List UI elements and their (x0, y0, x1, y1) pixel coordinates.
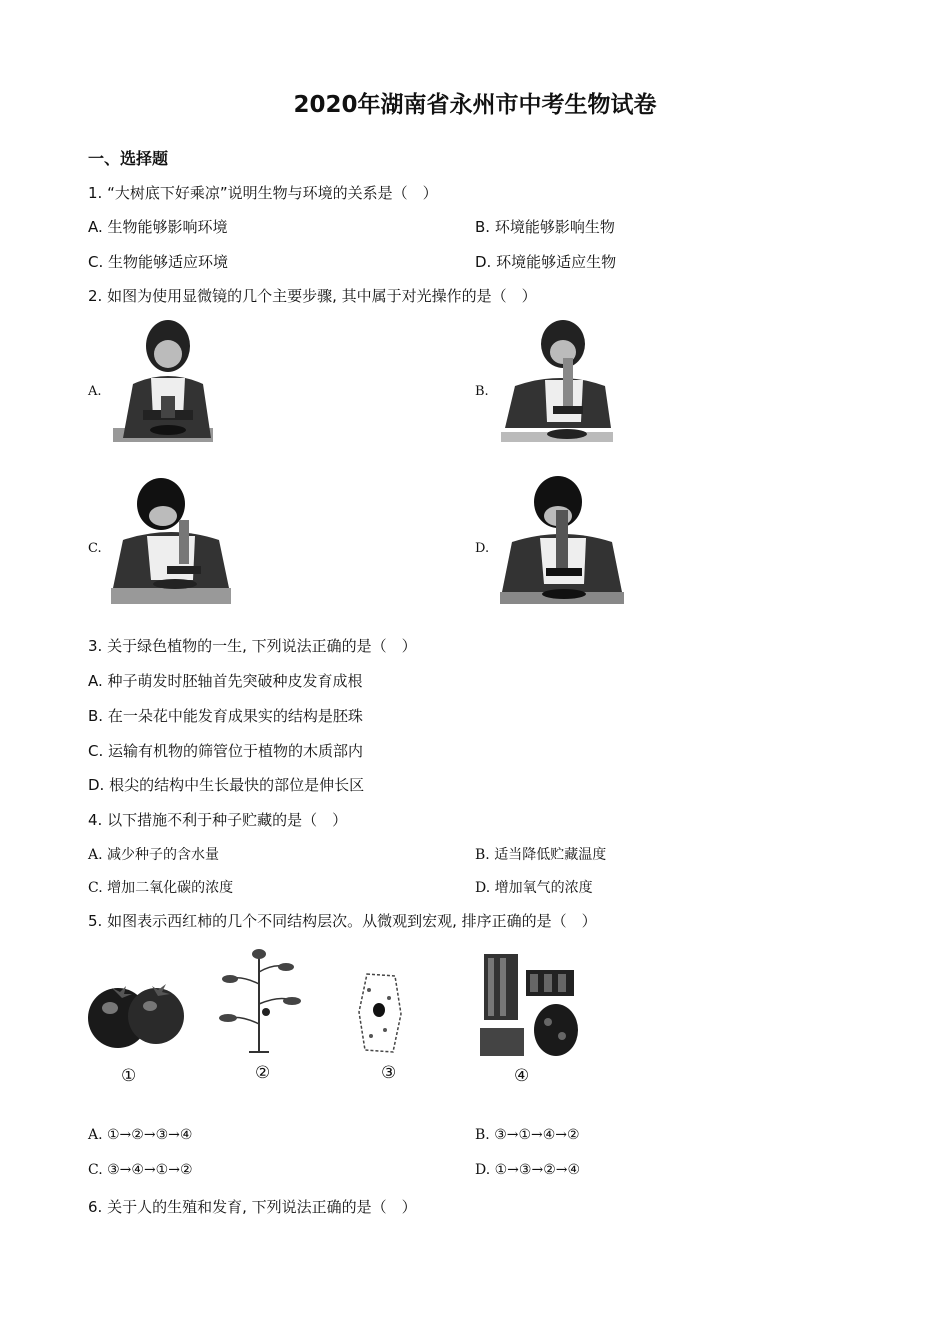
microscope-photo-c (111, 476, 231, 604)
q4-option-d[interactable]: D. 增加氧气的浓度 (475, 880, 593, 896)
q4-option-b[interactable]: B. 适当降低贮藏温度 (475, 847, 607, 863)
question-6-stem: 6. 关于人的生殖和发育, 下列说法正确的是（ ） (88, 1198, 417, 1216)
figure-label-3: ③ (381, 1063, 397, 1083)
q2-option-b[interactable]: B. (475, 384, 489, 399)
question-1-stem: 1. “大树底下好乘凉”说明生物与环境的关系是（ ） (88, 184, 438, 202)
question-3-stem: 3. 关于绿色植物的一生, 下列说法正确的是（ ） (88, 637, 417, 655)
q5-option-a[interactable]: A. ①→②→③→④ (88, 1127, 193, 1143)
tomato-fruit-figure (86, 978, 186, 1050)
q1-option-b[interactable]: B. 环境能够影响生物 (475, 218, 615, 236)
q3-option-c[interactable]: C. 运输有机物的筛管位于植物的木质部内 (88, 742, 364, 760)
question-4-stem: 4. 以下措施不利于种子贮藏的是（ ） (88, 811, 348, 829)
figure-label-2: ② (255, 1063, 271, 1083)
figure-label-1: ① (121, 1066, 137, 1086)
question-5-stem: 5. 如图表示西红柿的几个不同结构层次。从微观到宏观, 排序正确的是（ ） (88, 912, 597, 930)
q2-option-d[interactable]: D. (475, 541, 490, 556)
q1-option-d[interactable]: D. 环境能够适应生物 (475, 253, 617, 271)
q3-option-b[interactable]: B. 在一朵花中能发育成果实的结构是胚珠 (88, 707, 363, 725)
q4-option-c[interactable]: C. 增加二氧化碳的浓度 (88, 880, 234, 896)
q2-option-a[interactable]: A. (88, 384, 102, 399)
q3-option-a[interactable]: A. 种子萌发时胚轴首先突破种皮发育成根 (88, 672, 363, 690)
q3-option-d[interactable]: D. 根尖的结构中生长最快的部位是伸长区 (88, 776, 365, 794)
plant-cell-figure (355, 970, 405, 1056)
figure-label-4: ④ (514, 1066, 530, 1086)
q5-option-b[interactable]: B. ③→①→④→② (475, 1127, 580, 1143)
q1-option-c[interactable]: C. 生物能够适应环境 (88, 253, 229, 271)
page-title: 2020年湖南省永州市中考生物试卷 (293, 92, 657, 118)
microscope-photo-b (501, 318, 613, 442)
q5-option-d[interactable]: D. ①→③→②→④ (475, 1162, 581, 1178)
microscope-photo-d (500, 476, 624, 604)
section-heading: 一、选择题 (88, 149, 169, 168)
q1-option-a[interactable]: A. 生物能够影响环境 (88, 218, 228, 236)
q4-option-a[interactable]: A. 减少种子的含水量 (88, 847, 220, 863)
tissue-figure (470, 948, 580, 1064)
tomato-plant-figure (214, 944, 304, 1054)
question-2-stem: 2. 如图为使用显微镜的几个主要步骤, 其中属于对光操作的是（ ） (88, 287, 537, 305)
q5-option-c[interactable]: C. ③→④→①→② (88, 1162, 193, 1178)
microscope-photo-a (113, 318, 213, 442)
q2-option-c[interactable]: C. (88, 541, 102, 556)
